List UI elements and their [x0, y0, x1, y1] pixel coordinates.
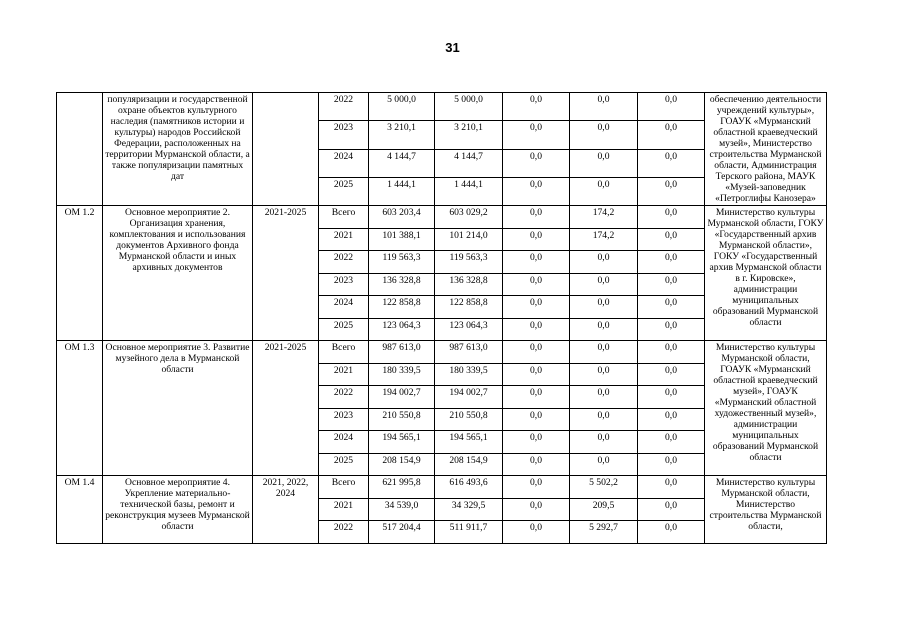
total-value-cell: 3 210,1	[369, 121, 435, 149]
budget-table	[56, 92, 827, 544]
local-budget-cell: 0,0	[570, 318, 638, 341]
federal-budget-cell: 0,0	[503, 93, 570, 121]
measure-code-cell	[57, 93, 103, 206]
regional-budget-cell: 1 444,1	[435, 177, 503, 205]
local-budget-cell: 0,0	[570, 363, 638, 386]
year-cell: 2021	[319, 363, 369, 386]
measure-name-cell: популяризации и государственной охране объектов культурного наследия (памятников истории и культуры) народов Российской Федерации, расположенных на территории Мурманской области, а также популяризации памятных дат	[103, 93, 253, 206]
table-row	[57, 341, 827, 364]
local-budget-cell: 0,0	[570, 431, 638, 454]
other-sources-cell: 0,0	[638, 363, 705, 386]
total-value-cell: 4 144,7	[369, 149, 435, 177]
federal-budget-cell: 0,0	[503, 431, 570, 454]
regional-budget-cell: 4 144,7	[435, 149, 503, 177]
total-value-cell: 119 563,3	[369, 251, 435, 274]
total-value-cell: 208 154,9	[369, 453, 435, 476]
federal-budget-cell: 0,0	[503, 498, 570, 521]
local-budget-cell: 0,0	[570, 93, 638, 121]
page-number: 31	[445, 40, 460, 55]
federal-budget-cell: 0,0	[503, 149, 570, 177]
year-cell: Всего	[319, 206, 369, 229]
federal-budget-cell: 0,0	[503, 273, 570, 296]
federal-budget-cell: 0,0	[503, 363, 570, 386]
federal-budget-cell: 0,0	[503, 408, 570, 431]
other-sources-cell: 0,0	[638, 93, 705, 121]
federal-budget-cell: 0,0	[503, 318, 570, 341]
regional-budget-cell: 603 029,2	[435, 206, 503, 229]
period-cell: 2021, 2022, 2024	[253, 476, 319, 544]
other-sources-cell: 0,0	[638, 408, 705, 431]
total-value-cell: 621 995,8	[369, 476, 435, 499]
regional-budget-cell: 136 328,8	[435, 273, 503, 296]
year-cell: 2021	[319, 498, 369, 521]
regional-budget-cell: 987 613,0	[435, 341, 503, 364]
other-sources-cell: 0,0	[638, 296, 705, 319]
local-budget-cell: 0,0	[570, 341, 638, 364]
other-sources-cell: 0,0	[638, 431, 705, 454]
other-sources-cell: 0,0	[638, 273, 705, 296]
regional-budget-cell: 210 550,8	[435, 408, 503, 431]
year-cell: 2025	[319, 177, 369, 205]
measure-code-cell: ОМ 1.2	[57, 206, 103, 341]
other-sources-cell: 0,0	[638, 498, 705, 521]
local-budget-cell: 0,0	[570, 121, 638, 149]
other-sources-cell: 0,0	[638, 177, 705, 205]
total-value-cell: 136 328,8	[369, 273, 435, 296]
period-cell: 2021-2025	[253, 206, 319, 341]
regional-budget-cell: 194 565,1	[435, 431, 503, 454]
measure-code-cell: ОМ 1.4	[57, 476, 103, 544]
local-budget-cell: 0,0	[570, 177, 638, 205]
total-value-cell: 101 388,1	[369, 228, 435, 251]
period-cell: 2021-2025	[253, 341, 319, 476]
executors-cell: Министерство культуры Мурманской области, ГОКУ «Государственный архив Мурманской области», ГОКУ «Государственный архив Мурманской области в г. Кировске», администрации муниципальных образований Мурманской области	[705, 206, 827, 341]
total-value-cell: 122 858,8	[369, 296, 435, 319]
total-value-cell: 987 613,0	[369, 341, 435, 364]
regional-budget-cell: 616 493,6	[435, 476, 503, 499]
regional-budget-cell: 3 210,1	[435, 121, 503, 149]
measure-name-cell: Основное мероприятие 4. Укрепление материально-технической базы, ремонт и реконструкция музеев Мурманской области	[103, 476, 253, 544]
federal-budget-cell: 0,0	[503, 228, 570, 251]
regional-budget-cell: 34 329,5	[435, 498, 503, 521]
total-value-cell: 123 064,3	[369, 318, 435, 341]
total-value-cell: 517 204,4	[369, 521, 435, 544]
total-value-cell: 34 539,0	[369, 498, 435, 521]
year-cell: 2023	[319, 273, 369, 296]
regional-budget-cell: 123 064,3	[435, 318, 503, 341]
local-budget-cell: 0,0	[570, 273, 638, 296]
federal-budget-cell: 0,0	[503, 341, 570, 364]
year-cell: 2022	[319, 93, 369, 121]
local-budget-cell: 174,2	[570, 206, 638, 229]
other-sources-cell: 0,0	[638, 341, 705, 364]
other-sources-cell: 0,0	[638, 228, 705, 251]
federal-budget-cell: 0,0	[503, 177, 570, 205]
other-sources-cell: 0,0	[638, 386, 705, 409]
total-value-cell: 5 000,0	[369, 93, 435, 121]
federal-budget-cell: 0,0	[503, 296, 570, 319]
total-value-cell: 1 444,1	[369, 177, 435, 205]
other-sources-cell: 0,0	[638, 318, 705, 341]
year-cell: 2024	[319, 431, 369, 454]
year-cell: 2022	[319, 386, 369, 409]
other-sources-cell: 0,0	[638, 476, 705, 499]
year-cell: 2023	[319, 121, 369, 149]
local-budget-cell: 5 292,7	[570, 521, 638, 544]
year-cell: Всего	[319, 476, 369, 499]
regional-budget-cell: 194 002,7	[435, 386, 503, 409]
local-budget-cell: 0,0	[570, 408, 638, 431]
regional-budget-cell: 5 000,0	[435, 93, 503, 121]
other-sources-cell: 0,0	[638, 453, 705, 476]
regional-budget-cell: 208 154,9	[435, 453, 503, 476]
federal-budget-cell: 0,0	[503, 521, 570, 544]
other-sources-cell: 0,0	[638, 149, 705, 177]
federal-budget-cell: 0,0	[503, 121, 570, 149]
regional-budget-cell: 511 911,7	[435, 521, 503, 544]
local-budget-cell: 0,0	[570, 453, 638, 476]
regional-budget-cell: 119 563,3	[435, 251, 503, 274]
total-value-cell: 603 203,4	[369, 206, 435, 229]
table-row	[57, 476, 827, 499]
local-budget-cell: 0,0	[570, 386, 638, 409]
local-budget-cell: 0,0	[570, 296, 638, 319]
year-cell: 2024	[319, 149, 369, 177]
period-cell	[253, 93, 319, 206]
year-cell: Всего	[319, 341, 369, 364]
year-cell: 2022	[319, 251, 369, 274]
federal-budget-cell: 0,0	[503, 206, 570, 229]
other-sources-cell: 0,0	[638, 251, 705, 274]
executors-cell: Министерство культуры Мурманской области, ГОАУК «Мурманский областной краеведческий музей», ГОАУК «Мурманский областной художественный музей», администрации муниципальных образований Мурманской области	[705, 341, 827, 476]
year-cell: 2025	[319, 453, 369, 476]
federal-budget-cell: 0,0	[503, 386, 570, 409]
executors-cell: Министерство культуры Мурманской области, Министерство строительства Мурманской области,	[705, 476, 827, 544]
measure-code-cell: ОМ 1.3	[57, 341, 103, 476]
table-row	[57, 93, 827, 121]
federal-budget-cell: 0,0	[503, 476, 570, 499]
other-sources-cell: 0,0	[638, 206, 705, 229]
year-cell: 2021	[319, 228, 369, 251]
federal-budget-cell: 0,0	[503, 453, 570, 476]
executors-cell: обеспечению деятельности учреждений культуры», ГОАУК «Мурманский областной краеведческий музей», Министерство строительства Мурманской области, Администрация Терского района, МАУК «Музей-заповедник «Петроглифы Канозера»	[705, 93, 827, 206]
other-sources-cell: 0,0	[638, 121, 705, 149]
local-budget-cell: 0,0	[570, 251, 638, 274]
regional-budget-cell: 180 339,5	[435, 363, 503, 386]
year-cell: 2023	[319, 408, 369, 431]
federal-budget-cell: 0,0	[503, 251, 570, 274]
total-value-cell: 210 550,8	[369, 408, 435, 431]
year-cell: 2025	[319, 318, 369, 341]
measure-name-cell: Основное мероприятие 2. Организация хранения, комплектования и использования документов Архивного фонда Мурманской области и иных архивных документов	[103, 206, 253, 341]
regional-budget-cell: 101 214,0	[435, 228, 503, 251]
total-value-cell: 194 002,7	[369, 386, 435, 409]
local-budget-cell: 5 502,2	[570, 476, 638, 499]
measure-name-cell: Основное мероприятие 3. Развитие музейного дела в Мурманской области	[103, 341, 253, 476]
local-budget-cell: 209,5	[570, 498, 638, 521]
table-row	[57, 206, 827, 229]
local-budget-cell: 174,2	[570, 228, 638, 251]
table-body	[57, 93, 827, 544]
other-sources-cell: 0,0	[638, 521, 705, 544]
regional-budget-cell: 122 858,8	[435, 296, 503, 319]
local-budget-cell: 0,0	[570, 149, 638, 177]
year-cell: 2024	[319, 296, 369, 319]
year-cell: 2022	[319, 521, 369, 544]
total-value-cell: 194 565,1	[369, 431, 435, 454]
total-value-cell: 180 339,5	[369, 363, 435, 386]
